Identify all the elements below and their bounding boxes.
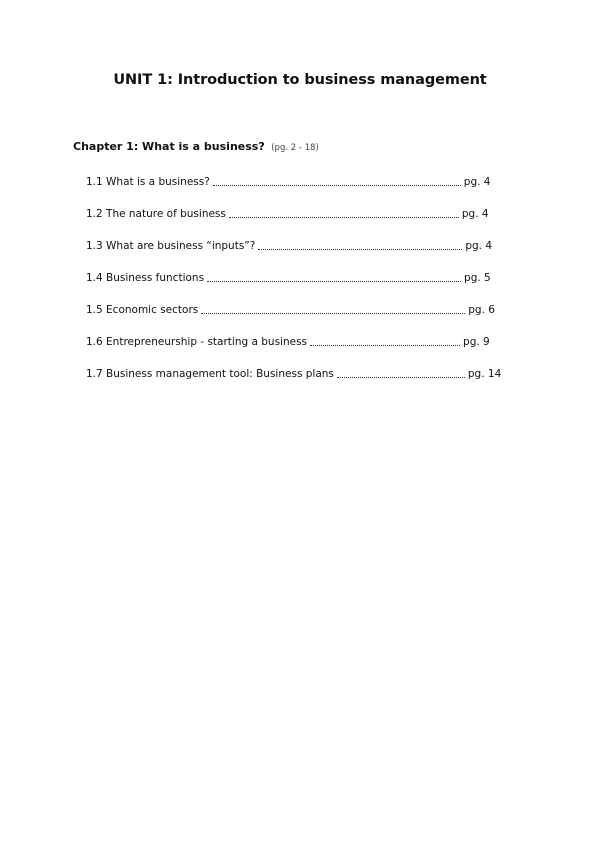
toc-item-label: 1.7 Business management tool: Business plans bbox=[86, 368, 334, 380]
toc-item-page: pg. 6 bbox=[468, 304, 495, 316]
dot-leader bbox=[213, 175, 461, 186]
dot-leader bbox=[337, 367, 465, 378]
toc-item-page: pg. 9 bbox=[463, 336, 490, 348]
table-of-contents bbox=[86, 166, 501, 390]
toc-item[interactable] bbox=[86, 166, 501, 198]
toc-item-page: pg. 4 bbox=[465, 240, 492, 252]
toc-item-page: pg. 4 bbox=[463, 176, 491, 188]
dot-leader bbox=[201, 303, 465, 314]
toc-item-page: pg. 14 bbox=[467, 368, 502, 380]
toc-item-label: 1.3 What are business “inputs”? bbox=[86, 240, 256, 252]
dot-leader bbox=[207, 271, 461, 282]
dot-leader bbox=[310, 335, 460, 346]
toc-item[interactable] bbox=[86, 358, 501, 390]
chapter-title: Chapter 1: What is a business? bbox=[73, 140, 265, 153]
dot-leader bbox=[258, 239, 462, 250]
toc-item[interactable] bbox=[86, 230, 501, 262]
toc-item-label: 1.2 The nature of business bbox=[86, 208, 226, 220]
chapter-page-range: (pg. 2 - 18) bbox=[271, 143, 319, 153]
toc-item-label: 1.1 What is a business? bbox=[86, 176, 210, 188]
toc-item[interactable] bbox=[86, 326, 501, 358]
toc-item-label: 1.6 Entrepreneurship - starting a business bbox=[86, 336, 308, 348]
toc-item-page: pg. 4 bbox=[461, 208, 489, 220]
toc-item-label: 1.5 Economic sectors bbox=[86, 304, 199, 316]
toc-item-label: 1.4 Business functions bbox=[86, 272, 205, 284]
toc-item[interactable] bbox=[86, 198, 501, 230]
toc-item[interactable] bbox=[86, 262, 501, 294]
dot-leader bbox=[229, 207, 459, 218]
toc-item[interactable] bbox=[86, 294, 501, 326]
unit-title: UNIT 1: Introduction to business management bbox=[113, 72, 487, 88]
toc-item-page: pg. 5 bbox=[464, 272, 491, 284]
chapter-heading bbox=[73, 140, 319, 153]
